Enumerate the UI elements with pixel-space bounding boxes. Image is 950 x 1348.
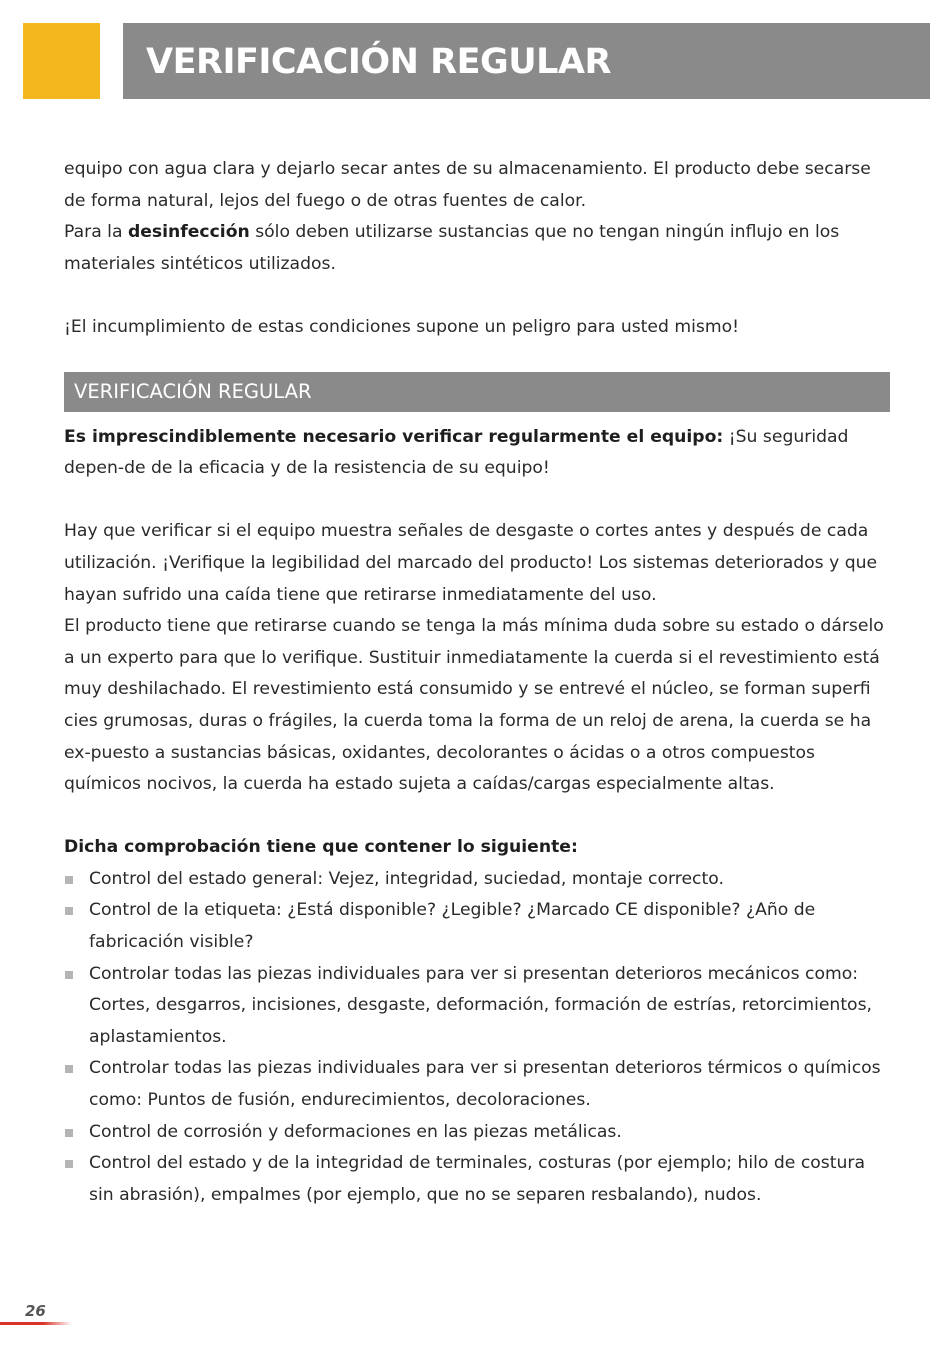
intro-paragraph: equipo con agua clara y dejarlo secar antes de su almacenamiento. El producto debe secarse de forma natural, lejos del fuego o de otras fuentes de calor.: [64, 159, 871, 211]
page-number: 26: [25, 1302, 46, 1320]
checklist-heading-text: Dicha comprobación tiene que contener lo siguiente:: [64, 837, 578, 858]
list-item-text: Control del estado y de la integridad de terminales, costuras (por ejemplo; hilo de costura sin abrasión), empalmes (por ejemplo, que no se separen resbalando), nudos.: [89, 1153, 865, 1205]
list-item-text: Controlar todas las piezas individuales para ver si presentan deterioros mecánicos como: Cortes, desgarros, incisiones, desgaste, deformación, formación de estrías, retorcimientos, aplastamientos.: [89, 963, 872, 1047]
list-item: [64, 959, 890, 1054]
list-item: [64, 1053, 890, 1116]
list-item-text: Control de corrosión y deformaciones en las piezas metálicas.: [89, 1121, 622, 1142]
list-item: [64, 864, 890, 896]
list-item: [64, 1117, 890, 1149]
square-bullet-icon: [65, 1160, 73, 1168]
checklist: [64, 864, 890, 1212]
header-accent-block: [23, 23, 100, 99]
disinfection-suffix: sólo deben utilizarse sustancias que no tengan ningún influjo en los materiales sintéticos utilizados.: [64, 222, 840, 274]
disinfection-term: desinfección: [127, 222, 250, 243]
list-item: [64, 1148, 890, 1211]
square-bullet-icon: [65, 971, 73, 979]
square-bullet-icon: [65, 1065, 73, 1073]
section-heading: VERIFICACIÓN REGULAR: [64, 372, 890, 412]
inspection-paragraph: Hay que verificar si el equipo muestra señales de desgaste o cortes antes y después de cada utilización. ¡Verifique la legibilidad del marcado del producto! Los sistemas deteriorados y que hayan sufrido una caída tiene que retirarse inmediatamente del uso.: [64, 521, 878, 605]
spacer: [64, 280, 890, 312]
square-bullet-icon: [65, 907, 73, 915]
square-bullet-icon: [65, 876, 73, 884]
disinfection-prefix: Para la: [64, 222, 128, 243]
list-item-text: Control del estado general: Vejez, integridad, suciedad, montaje correcto.: [89, 868, 724, 889]
withdrawal-paragraph: El producto tiene que retirarse cuando se tenga la más mínima duda sobre su estado o dárselo a un experto para que lo verifique. Sustituir inmediatamente la cuerda si el revestimiento está muy deshilachado. El revestimiento está consumido y se entrevé el núcleo, se forman superfi cies grumosas, duras o frágiles, la cuerda toma la forma de un reloj de arena, la cuerda se ha ex-puesto a sustancias básicas, oxidantes, decolorantes o ácidas o a otros compuestos químicos nocivos, la cuerda ha estado sujeta a caídas/cargas especialmente altas.: [64, 616, 884, 795]
section-lead-rest: ¡Su seguridad depen-de de la eficacia y de la resistencia de su equipo!: [64, 426, 849, 479]
footer-rule: [0, 1322, 72, 1325]
disinfection-paragraph: [64, 217, 890, 280]
list-item-text: Controlar todas las piezas individuales para ver si presentan deterioros térmicos o químicos como: Puntos de fusión, endurecimientos, decoloraciones.: [89, 1058, 881, 1111]
spacer: [64, 801, 890, 833]
square-bullet-icon: [65, 1129, 73, 1137]
page-content: [64, 154, 890, 1211]
section-lead: [64, 422, 890, 485]
checklist-heading: [64, 832, 890, 864]
warning-text: ¡El incumplimiento de estas condiciones supone un peligro para usted mismo!: [64, 316, 739, 337]
spacer: [64, 485, 890, 517]
section-lead-bold: Es imprescindiblemente necesario verificar regularmente el equipo:: [64, 426, 724, 447]
list-item-text: Control de la etiqueta: ¿Está disponible? ¿Legible? ¿Marcado CE disponible? ¿Año de fabricación visible?: [89, 900, 816, 953]
list-item: [64, 895, 890, 958]
page-title: VERIFICACIÓN REGULAR: [146, 42, 611, 82]
